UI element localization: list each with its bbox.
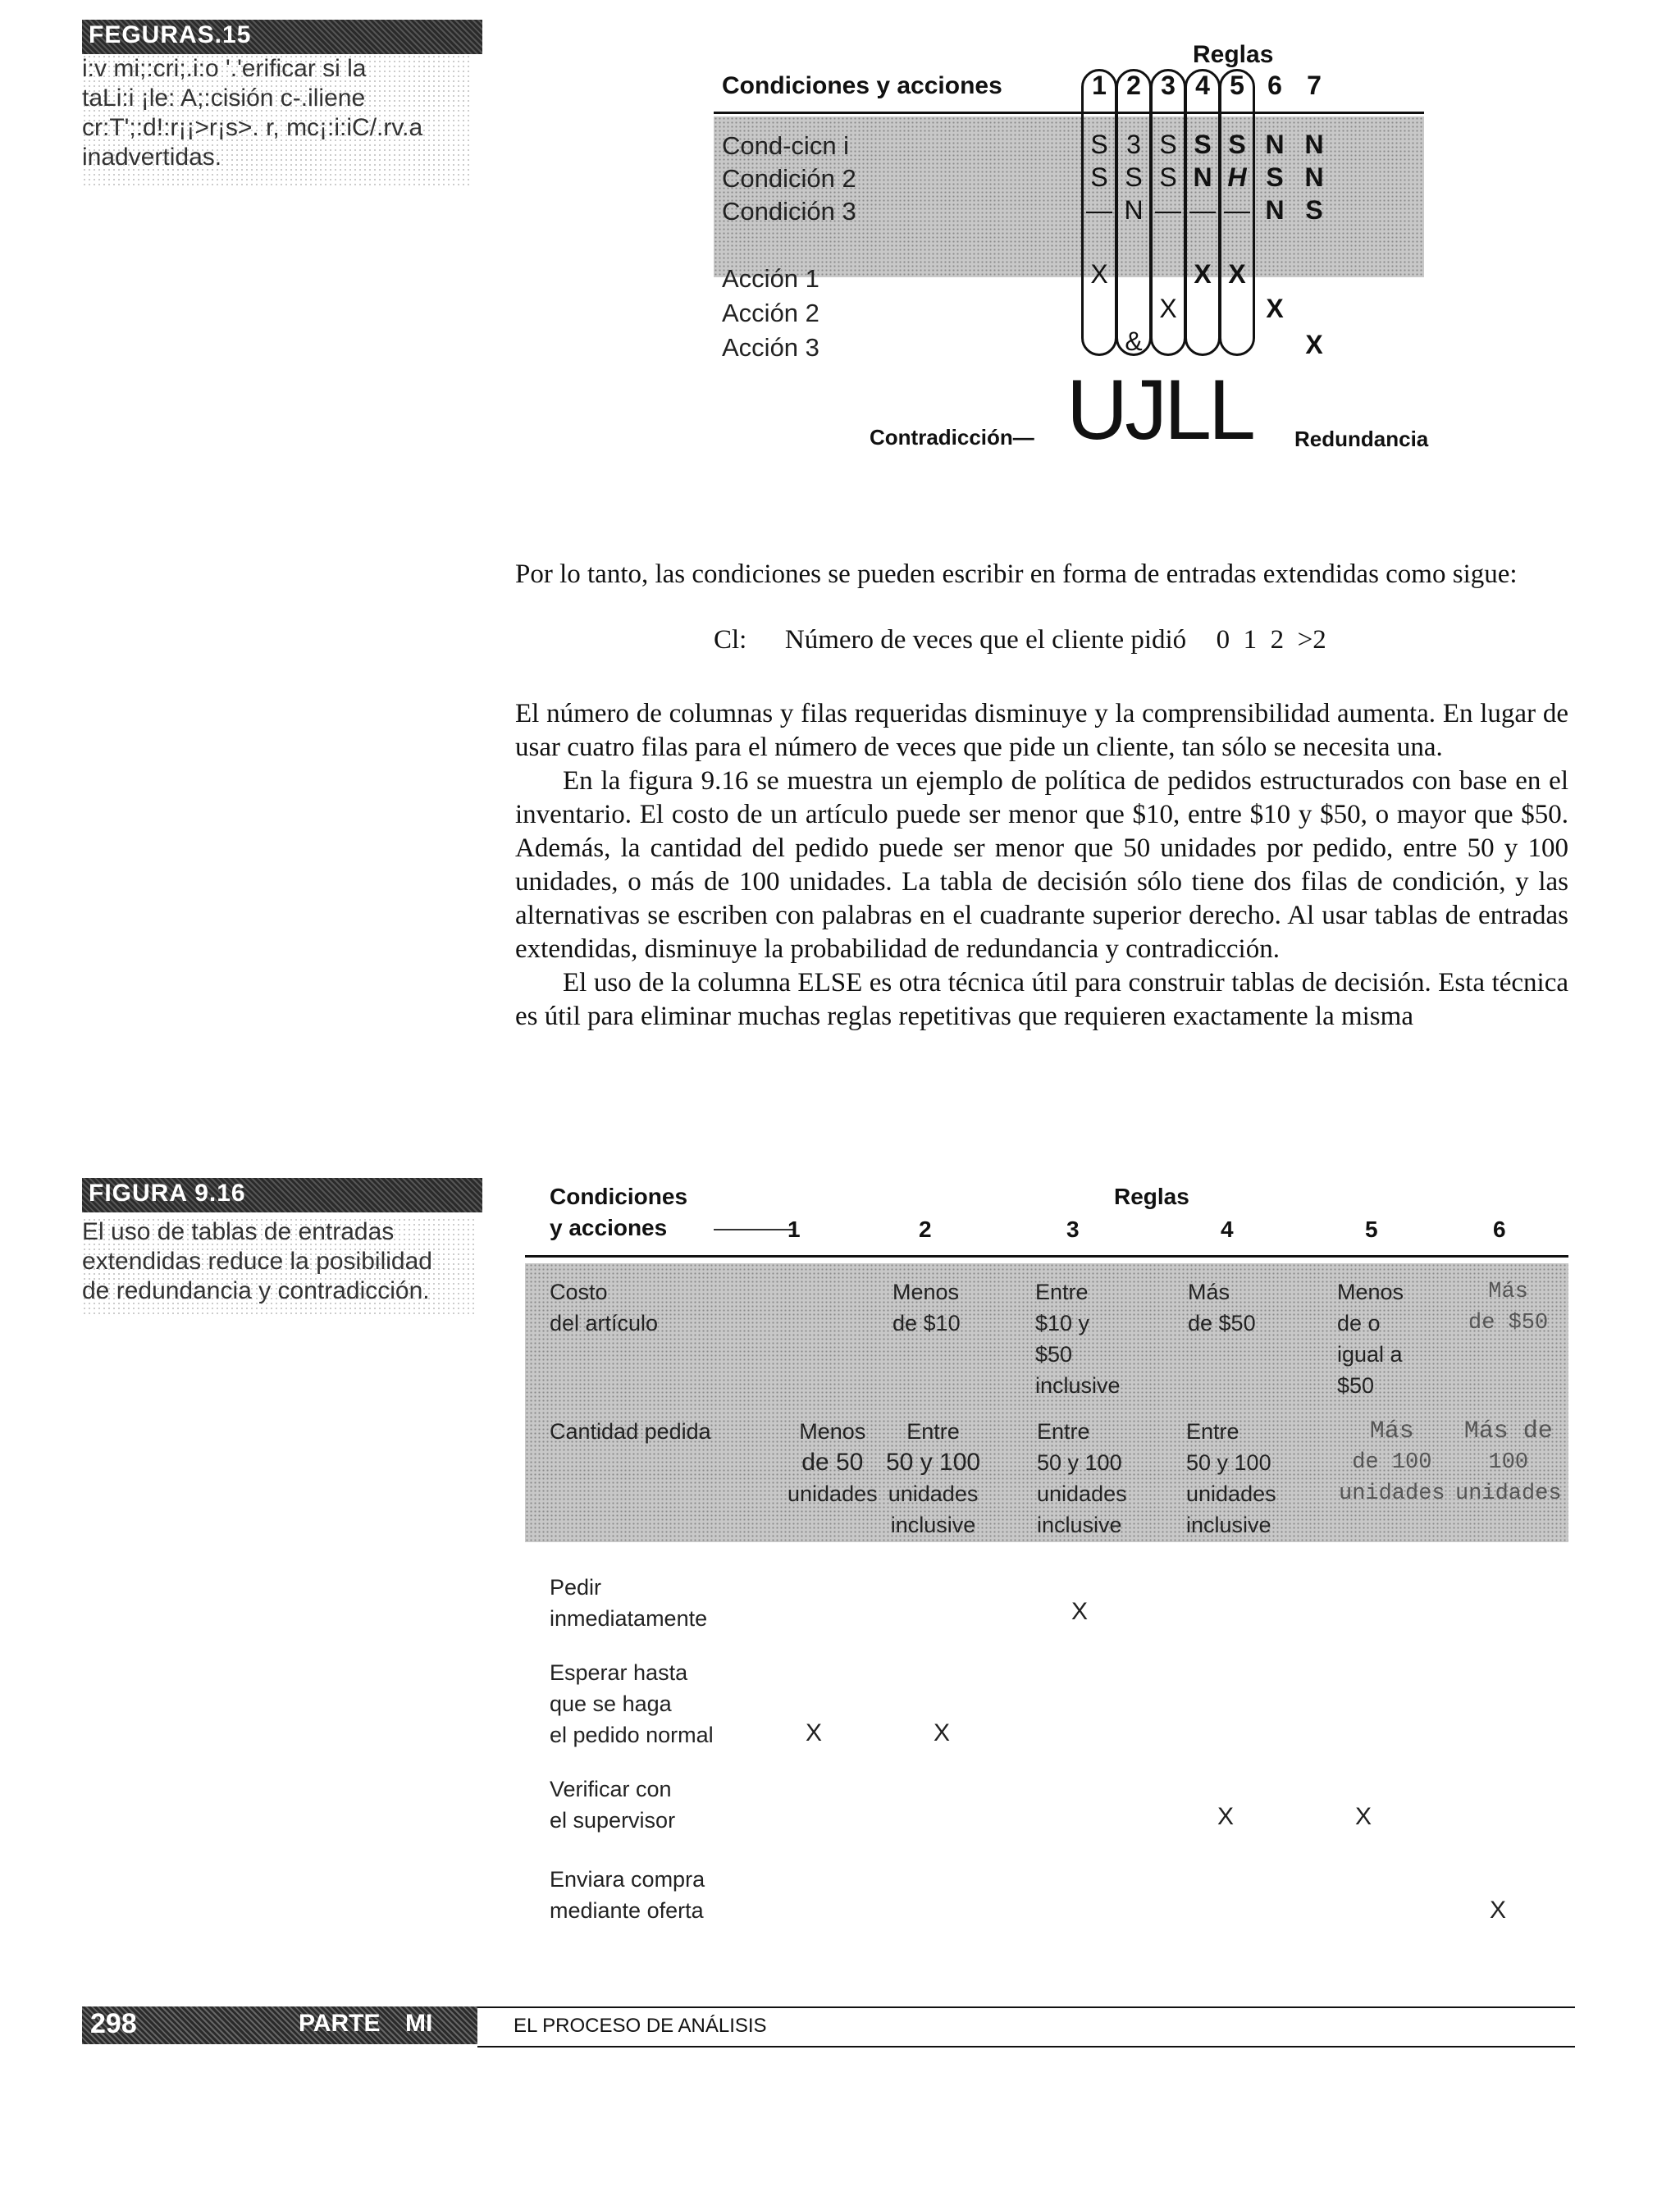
cantidad-value bbox=[788, 1416, 878, 1509]
rule-number: 7 bbox=[1307, 71, 1322, 100]
paragraph: El uso de la columna ELSE es otra técnica útil para construir tablas de decisión. Esta técnica es útil para eliminar muchas reglas repetitivas que requieren exactamente la misma bbox=[515, 968, 1568, 1031]
cell-line: $50 bbox=[1337, 1373, 1375, 1398]
condition-value: N bbox=[1193, 162, 1212, 192]
rule-dash bbox=[714, 1229, 796, 1230]
figure-label-text: FEGURAS.15 bbox=[89, 21, 252, 48]
condition-label: Condición 3 bbox=[722, 197, 856, 226]
contradiction-label: Contradicción— bbox=[870, 425, 1034, 450]
paragraph: En la figura 9.16 se muestra un ejemplo de política de pedidos estructurados con base en el inventario. El costo de un artículo puede ser menor que $10, entre $10 y $50, o mayor que $50. Además, la cantidad del pedido puede ser menor que 50 unidades por pedido, entre 50 y 100 unidades, o más de 100 unidades. La tabla de decisión sólo tiene dos filas de condición, y las alternativas se escriben con palabras en el cuadrante superior derecho. Al usar tablas de entradas extendidas, disminuye la probabilidad de redundancia y contradicción. bbox=[515, 766, 1568, 964]
decision-table-1 bbox=[714, 33, 1436, 459]
formula-line bbox=[714, 625, 1326, 655]
rule-number: 4 bbox=[1195, 71, 1210, 100]
condition-value: S bbox=[1159, 162, 1177, 192]
action-value: X bbox=[1159, 294, 1177, 323]
condition-value: N bbox=[1304, 162, 1324, 192]
cell-line: Más bbox=[1369, 1418, 1414, 1445]
rule-number: 6 bbox=[1493, 1217, 1506, 1242]
rule-capsule bbox=[1116, 69, 1152, 356]
redundancy-label: Redundancia bbox=[1294, 427, 1429, 451]
costo-value bbox=[892, 1276, 961, 1339]
cell-line: inclusive bbox=[1035, 1373, 1121, 1398]
condition-value: S bbox=[1266, 162, 1284, 192]
formula-values: 0 1 2 >2 bbox=[1216, 625, 1326, 655]
intro-text: Por lo tanto, las condiciones se pueden escribir en forma de entradas extendidas como sigue: bbox=[515, 559, 1518, 589]
action-value: X bbox=[1090, 259, 1108, 289]
condition-value: — bbox=[1086, 195, 1112, 225]
cell-line: de 100 bbox=[1352, 1450, 1432, 1475]
action-label bbox=[550, 1864, 705, 1926]
action-mark: X bbox=[934, 1719, 951, 1746]
rule-number: 5 bbox=[1230, 71, 1244, 100]
caption-line: extendidas reduce la posibilidad bbox=[82, 1248, 432, 1275]
action-label-line: que se haga bbox=[550, 1691, 672, 1716]
condition-value: — bbox=[1155, 195, 1181, 225]
figure-caption bbox=[82, 54, 469, 185]
action-value: X bbox=[1194, 259, 1212, 289]
caption-line: taLi:i ¡le: A;:cisión c-.iliene bbox=[82, 84, 366, 112]
action-label-line: el supervisor bbox=[550, 1808, 676, 1833]
condition-value: S bbox=[1090, 162, 1108, 192]
section-title: EL PROCESO DE ANÁLISIS bbox=[514, 2015, 767, 2037]
cantidad-value bbox=[1186, 1416, 1276, 1541]
cell-line: Entre bbox=[1186, 1419, 1239, 1444]
action-mark: X bbox=[1355, 1803, 1372, 1830]
table-header-label: Condiciones y acciones bbox=[722, 72, 1002, 99]
costo-value bbox=[1035, 1276, 1121, 1401]
formula-label: Cl: bbox=[714, 625, 747, 655]
cell-line: 100 bbox=[1488, 1450, 1529, 1475]
cell-line: Entre bbox=[906, 1419, 960, 1444]
rule-number: 2 bbox=[919, 1217, 932, 1242]
action-label-line: el pedido normal bbox=[550, 1723, 714, 1747]
cell-line: unidades bbox=[1339, 1481, 1445, 1506]
condition-value: S bbox=[1125, 162, 1143, 192]
condition-value: N bbox=[1304, 130, 1324, 159]
rule-capsule bbox=[1185, 69, 1221, 356]
cell-line: Entre bbox=[1035, 1280, 1089, 1304]
condition-value: N bbox=[1265, 195, 1285, 225]
rules-label: Reglas bbox=[1114, 1184, 1189, 1209]
cell-line: Menos bbox=[1337, 1280, 1404, 1304]
cell-line: inclusive bbox=[1037, 1513, 1122, 1537]
rule-number: 4 bbox=[1221, 1217, 1234, 1242]
rule-number: 5 bbox=[1365, 1217, 1378, 1242]
condition-value: — bbox=[1189, 195, 1216, 225]
condition-label: Condición 2 bbox=[722, 164, 856, 193]
cell-line: Menos bbox=[892, 1280, 960, 1304]
formula-text: Número de veces que el cliente pidió bbox=[784, 625, 1187, 655]
action-label-line: inmediatamente bbox=[550, 1606, 708, 1631]
action-value: X bbox=[1228, 259, 1246, 289]
cell-line: inclusive bbox=[1186, 1513, 1271, 1537]
paragraph: El número de columnas y filas requeridas disminuye y la comprensibilidad aumenta. En lugar de usar cuatro filas para el número de veces que pide un cliente, tan sólo se necesita una. bbox=[515, 699, 1568, 762]
condition-label-line: del artículo bbox=[550, 1311, 659, 1335]
costo-value bbox=[1468, 1276, 1548, 1339]
condition-value: S bbox=[1305, 195, 1323, 225]
cell-line: de $50 bbox=[1468, 1311, 1549, 1335]
cell-line: unidades bbox=[1455, 1481, 1562, 1506]
costo-value bbox=[1188, 1276, 1256, 1339]
caption-line: inadvertidas. bbox=[82, 144, 222, 171]
condition-label-line: Costo bbox=[550, 1280, 608, 1304]
action-value: X bbox=[1305, 330, 1323, 359]
cantidad-value bbox=[1339, 1416, 1445, 1509]
footer-rule-bottom bbox=[477, 2046, 1575, 2048]
figure-label bbox=[82, 20, 482, 54]
action-mark: X bbox=[806, 1719, 823, 1746]
cell-line: Menos bbox=[799, 1419, 866, 1444]
figure-label-text: FIGURA 9.16 bbox=[89, 1180, 246, 1207]
rules-label: Reglas bbox=[1193, 41, 1274, 68]
condition-value: S bbox=[1228, 130, 1246, 159]
condition-label bbox=[550, 1276, 658, 1339]
cell-line: $50 bbox=[1035, 1342, 1073, 1367]
costo-value bbox=[1337, 1276, 1404, 1401]
cell-line: unidades bbox=[888, 1481, 979, 1506]
rule-number: 1 bbox=[1092, 71, 1107, 100]
condition-value: 3 bbox=[1126, 130, 1141, 159]
condition-label: Cond-cicn i bbox=[722, 131, 850, 160]
condition-value: S bbox=[1194, 130, 1212, 159]
rule-number: 6 bbox=[1267, 71, 1282, 100]
cell-line: de $50 bbox=[1188, 1311, 1256, 1335]
condition-value: S bbox=[1159, 130, 1177, 159]
rule-number: 3 bbox=[1066, 1217, 1080, 1242]
condition-value: S bbox=[1090, 130, 1108, 159]
action-label bbox=[550, 1572, 707, 1634]
condition-value: H bbox=[1227, 162, 1247, 192]
caption-line: de redundancia y contradicción. bbox=[82, 1277, 430, 1304]
header-rule bbox=[525, 1255, 1568, 1258]
rule-capsule bbox=[1081, 69, 1117, 356]
action-mark: X bbox=[1217, 1803, 1235, 1830]
figure-label bbox=[82, 1178, 482, 1212]
action-label-line: Pedir bbox=[550, 1575, 602, 1600]
part-number: MI bbox=[405, 2010, 433, 2037]
intro-paragraph bbox=[515, 558, 1568, 591]
rule-number: 2 bbox=[1126, 71, 1141, 100]
action-label-line: Esperar hasta bbox=[550, 1660, 688, 1685]
header-line: Condiciones bbox=[550, 1184, 688, 1209]
action-value: & bbox=[1125, 326, 1143, 356]
action-label: Acción 2 bbox=[722, 299, 819, 327]
header-line: y acciones bbox=[550, 1215, 668, 1240]
rule-number: 3 bbox=[1161, 71, 1176, 100]
part-label: PARTE bbox=[299, 2010, 381, 2037]
caption-line: El uso de tablas de entradas bbox=[82, 1218, 395, 1245]
condition-label-line: Cantidad pedida bbox=[550, 1419, 711, 1444]
action-label: Acción 3 bbox=[722, 333, 819, 362]
cell-line: de 50 bbox=[801, 1449, 864, 1476]
header-rule bbox=[714, 112, 1424, 114]
condition-value: N bbox=[1124, 195, 1144, 225]
cell-line: $10 y bbox=[1035, 1311, 1090, 1335]
decision-table-2 bbox=[525, 1181, 1575, 1952]
action-label-line: Enviara compra bbox=[550, 1867, 705, 1892]
cantidad-value bbox=[886, 1416, 980, 1541]
footer-rule bbox=[477, 2006, 1575, 2008]
caption-line: i:v mi;:cri;.i:o '.'erificar si la bbox=[82, 55, 367, 82]
bracket-letters: UJLL bbox=[1066, 363, 1253, 458]
cell-line: 50 y 100 bbox=[886, 1449, 981, 1476]
action-mark: X bbox=[1071, 1598, 1089, 1625]
action-label-line: Verificar con bbox=[550, 1777, 672, 1801]
condition-value: N bbox=[1265, 130, 1285, 159]
cell-line: Más bbox=[1488, 1280, 1528, 1304]
cell-line: unidades bbox=[788, 1481, 878, 1506]
action-label bbox=[550, 1774, 675, 1836]
page-number: 298 bbox=[90, 2008, 137, 2039]
cell-line: inclusive bbox=[890, 1513, 976, 1537]
cell-line: unidades bbox=[1186, 1481, 1276, 1506]
condition-value: — bbox=[1224, 195, 1250, 225]
cell-line: Más de bbox=[1463, 1418, 1553, 1445]
cell-line: de $10 bbox=[892, 1311, 961, 1335]
cell-line: unidades bbox=[1037, 1481, 1127, 1506]
cell-line: igual a bbox=[1337, 1342, 1403, 1367]
cell-line: Más bbox=[1188, 1280, 1230, 1304]
condition-label bbox=[550, 1416, 711, 1447]
cell-line: de o bbox=[1337, 1311, 1381, 1335]
action-label bbox=[550, 1657, 714, 1751]
rule-number: 1 bbox=[788, 1217, 801, 1242]
action-label: Acción 1 bbox=[722, 264, 819, 293]
cantidad-value bbox=[1037, 1416, 1127, 1541]
rule-capsule bbox=[1219, 69, 1255, 356]
cell-line: 50 y 100 bbox=[1186, 1450, 1271, 1475]
body-paragraphs bbox=[515, 697, 1568, 1034]
action-mark: X bbox=[1490, 1897, 1507, 1924]
cantidad-value bbox=[1455, 1416, 1562, 1509]
table-header-label bbox=[550, 1181, 687, 1244]
caption-line: cr:T';:d!:r¡¡>r¡s>. r, mc¡:i:iC/.rv.a bbox=[82, 114, 423, 141]
action-label-line: mediante oferta bbox=[550, 1898, 704, 1923]
footer-bar bbox=[82, 2006, 477, 2044]
rule-capsule bbox=[1150, 69, 1186, 356]
action-value: X bbox=[1266, 294, 1284, 323]
figure-caption bbox=[82, 1217, 476, 1316]
cell-line: Entre bbox=[1037, 1419, 1090, 1444]
cell-line: 50 y 100 bbox=[1037, 1450, 1122, 1475]
